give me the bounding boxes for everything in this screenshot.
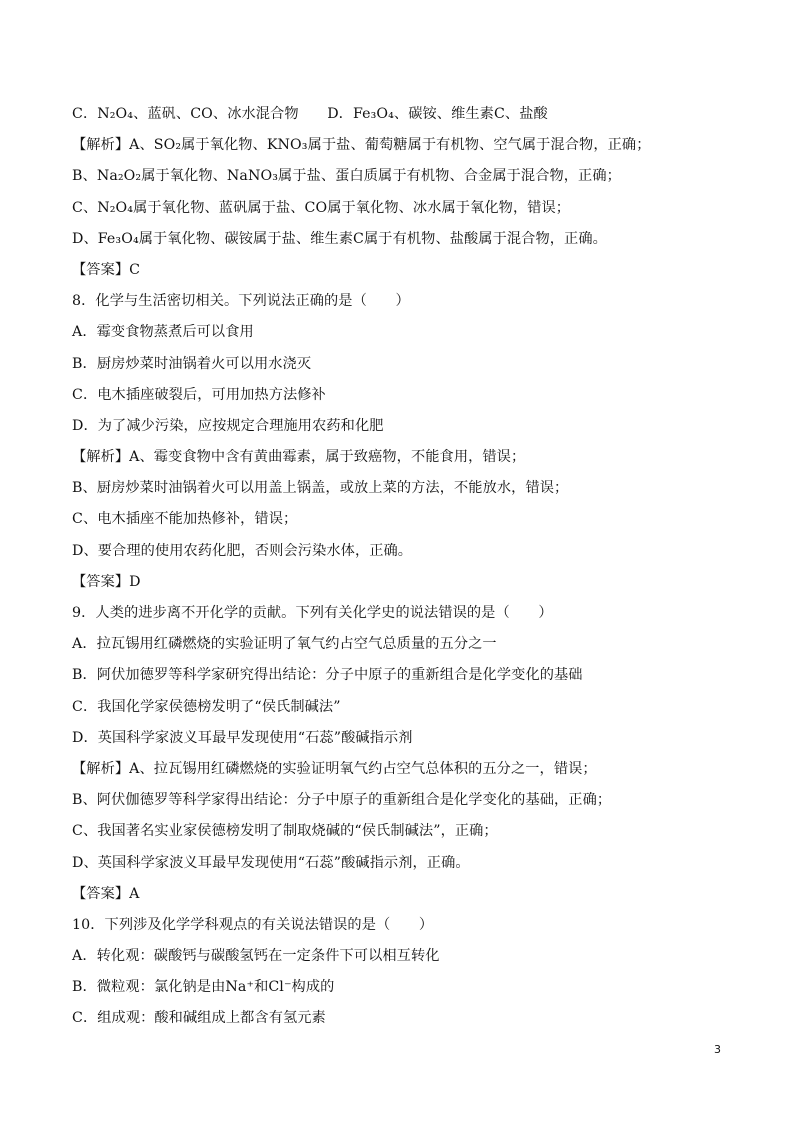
question-9-stem: 9．人类的进步离不开化学的贡献。下列有关化学史的说法错误的是（ ） [72,605,553,621]
option-line: C．电木插座破裂后，可用加热方法修补 [72,386,326,403]
option-line: D．英国科学家波义耳最早发现使用“石蕊”酸碱指示剂 [72,729,413,746]
option-line: B．微粒观：氯化钠是由Na⁺和Cl⁻构成的 [72,979,335,996]
analysis-line: C、电木插座不能加热修补，错误； [72,511,298,528]
option-line: A．转化观：碳酸钙与碳酸氢钙在一定条件下可以相互转化 [72,948,440,965]
question-10-stem: 10．下列涉及化学学科观点的有关说法错误的是（ ） [72,916,434,933]
analysis-line: 【解析】A、拉瓦锡用红磷燃烧的实验证明氧气约占空气总体积的五分之一，错误； [72,760,597,777]
analysis-line: B、厨房炒菜时油锅着火可以用盖上锅盖，或放上菜的方法，不能放水，错误； [72,480,569,497]
analysis-line: C、我国著名实业家侯德榜发明了制取烧碱的“侯氏制碱法”，正确； [72,823,498,840]
answer-line: 【答案】D [72,573,141,590]
page-number: 3 [714,1043,721,1056]
option-line: A．拉瓦锡用红磷燃烧的实验证明了氧气约占空气总质量的五分之一 [72,636,497,653]
analysis-line: B、阿伏伽德罗等科学家得出结论：分子中原子的重新组合是化学变化的基础，正确； [72,792,612,809]
document-body [72,99,732,1035]
question-8-stem: 8．化学与生活密切相关。下列说法正确的是（ ） [72,293,410,310]
answer-line: 【答案】C [72,261,141,278]
option-line: C．N₂O₄、蓝矾、CO、冰水混合物 D．Fe₃O₄、碳铵、维生素C、盐酸 [72,106,548,122]
analysis-line: D、Fe₃O₄属于氧化物、碳铵属于盐、维生素C属于有机物、盐酸属于混合物，正确。 [72,230,607,247]
option-line: B．厨房炒菜时油锅着火可以用水浇灭 [72,355,312,372]
answer-line: 【答案】A [72,885,140,902]
option-line: B．阿伏加德罗等科学家研究得出结论：分子中原子的重新组合是化学变化的基础 [72,667,583,684]
option-line: D．为了减少污染，应按规定合理施用农药和化肥 [72,417,384,434]
analysis-line: D、英国科学家波义耳最早发现使用“石蕊”酸碱指示剂，正确。 [72,854,470,871]
analysis-line: 【解析】A、霉变食物中含有黄曲霉素，属于致癌物，不能食用，错误； [72,449,526,466]
analysis-line: 【解析】A、SO₂属于氧化物、KNO₃属于盐、葡萄糖属于有机物、空气属于混合物，正确； [72,137,651,154]
analysis-line: D、要合理的使用农药化肥，否则会污染水体，正确。 [72,542,413,559]
option-line: A．霉变食物蒸煮后可以食用 [72,324,254,341]
option-line: C．组成观：酸和碱组成上都含有氢元素 [72,1010,326,1027]
option-line: C．我国化学家侯德榜发明了“侯氏制碱法” [72,698,341,715]
analysis-line: B、Na₂O₂属于氧化物、NaNO₃属于盐、蛋白质属于有机物、合金属于混合物，正确； [72,168,621,185]
analysis-line: C、N₂O₄属于氧化物、蓝矾属于盐、CO属于氧化物、冰水属于氧化物，错误； [72,199,571,216]
